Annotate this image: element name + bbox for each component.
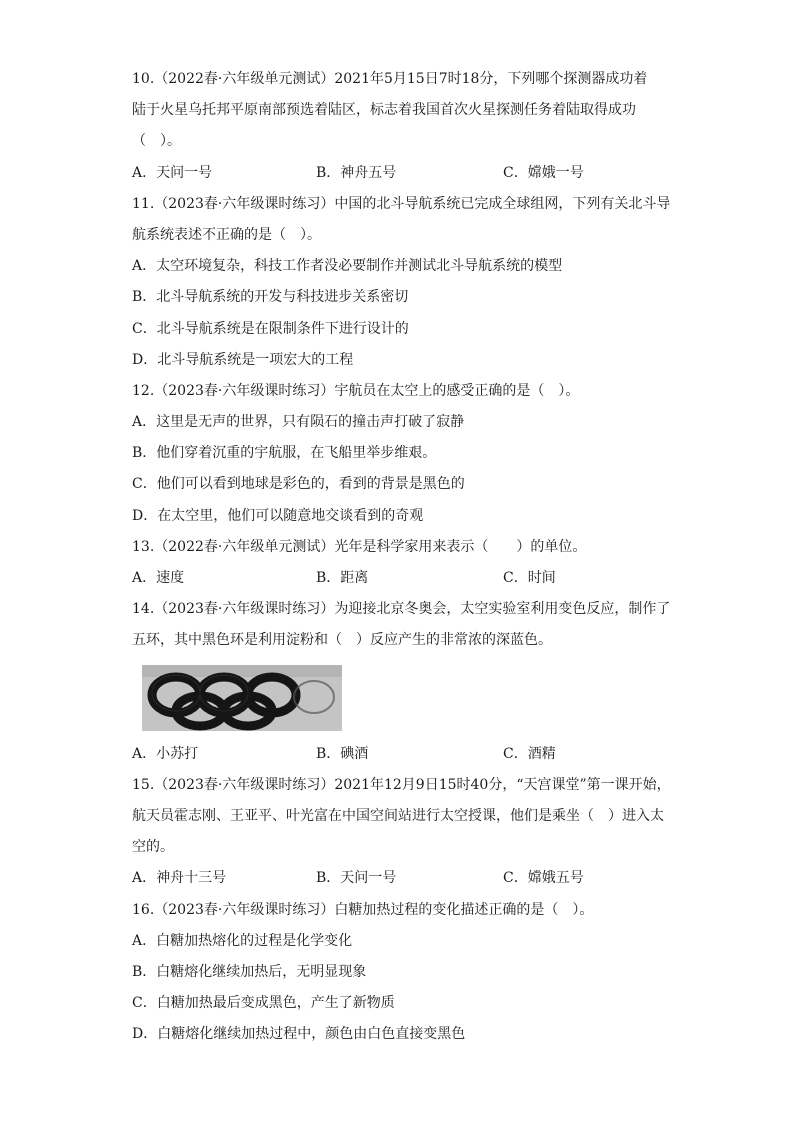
option-c: C．白糖加热最后变成黑色，产生了新物质 xyxy=(132,995,395,1012)
option-a: A．天问一号 xyxy=(132,164,213,181)
question-12 xyxy=(132,376,672,532)
option-row xyxy=(132,563,672,594)
option-a: A．这里是无声的世界，只有陨石的撞击声打破了寂静 xyxy=(132,414,465,431)
option-row xyxy=(132,158,672,189)
option-d: D．北斗导航系统是一项宏大的工程 xyxy=(132,351,354,368)
question-text: 五环，其中黑色环是利用淀粉和（ ）反应产生的非常浓的深蓝色。 xyxy=(132,632,552,649)
question-text: 13.（2022春·六年级单元测试）光年是科学家用来表示（ ）的单位。 xyxy=(132,538,587,555)
question-text: 15.（2023春·六年级课时练习）2021年12月9日15时40分，“天宫课堂”第一课开始， xyxy=(132,776,671,793)
option-c: C．时间 xyxy=(503,570,556,586)
option-row xyxy=(132,863,672,894)
option-b: B．天问一号 xyxy=(316,870,397,887)
option-c: C．嫦娥一号 xyxy=(503,164,584,181)
question-list xyxy=(132,64,672,1050)
question-16 xyxy=(132,895,672,1051)
option-a: A．小苏打 xyxy=(132,745,199,762)
question-11 xyxy=(132,189,672,376)
option-a: A．神舟十三号 xyxy=(132,870,227,887)
question-text: （ ）。 xyxy=(132,133,181,150)
question-13 xyxy=(132,532,672,594)
question-15 xyxy=(132,770,672,895)
question-10 xyxy=(132,64,672,189)
question-text: 12.（2023春·六年级课时练习）宇航员在太空上的感受正确的是（ ）。 xyxy=(132,382,580,399)
olympic-rings-image xyxy=(142,665,342,731)
option-b: B．神舟五号 xyxy=(316,164,397,181)
option-d: D．白糖熔化继续加热过程中，颜色由白色直接变黑色 xyxy=(132,1026,466,1043)
option-b: B．距离 xyxy=(316,570,369,586)
option-a: A．太空环境复杂，科技工作者没必要制作并测试北斗导航系统的模型 xyxy=(132,258,563,275)
question-text: 陆于火星乌托邦平原南部预选着陆区，标志着我国首次火星探测任务着陆取得成功 xyxy=(132,102,636,119)
option-a: A．速度 xyxy=(132,570,185,586)
option-d: D．在太空里，他们可以随意地交谈看到的奇观 xyxy=(132,507,424,524)
option-c: C．北斗导航系统是在限制条件下进行设计的 xyxy=(132,320,409,337)
question-text: 11.（2023春·六年级课时练习）中国的北斗导航系统已完成全球组网，下列有关北斗导 xyxy=(132,195,671,212)
option-c: C．酒精 xyxy=(503,745,556,762)
option-row xyxy=(132,739,672,770)
question-text: 16.（2023春·六年级课时练习）白糖加热过程的变化描述正确的是（ ）。 xyxy=(132,901,594,918)
question-text: 航系统表述不正确的是（ ）。 xyxy=(132,226,321,243)
option-b: B．白糖熔化继续加热后，无明显现象 xyxy=(132,963,367,980)
question-text: 航天员霍志刚、王亚平、叶光富在中国空间站进行太空授课，他们是乘坐（ ）进入太 xyxy=(132,807,664,824)
option-b: B．碘酒 xyxy=(316,745,369,762)
option-b: B．北斗导航系统的开发与科技进步关系密切 xyxy=(132,289,409,306)
question-text: 10.（2022春·六年级单元测试）2021年5月15日7时18分，下列哪个探测器成功着 xyxy=(132,71,648,87)
option-a: A．白糖加热熔化的过程是化学变化 xyxy=(132,932,353,949)
olympic-rings-photo xyxy=(142,665,342,731)
question-text: 14.（2023春·六年级课时练习）为迎接北京冬奥会，太空实验室利用变色反应，制作了 xyxy=(132,601,671,618)
option-c: C．嫦娥五号 xyxy=(503,870,584,887)
question-text: 空的。 xyxy=(132,839,174,856)
option-b: B．他们穿着沉重的宇航服，在飞船里举步维艰。 xyxy=(132,445,437,462)
option-c: C．他们可以看到地球是彩色的，看到的背景是黑色的 xyxy=(132,476,465,493)
question-14 xyxy=(132,594,672,770)
